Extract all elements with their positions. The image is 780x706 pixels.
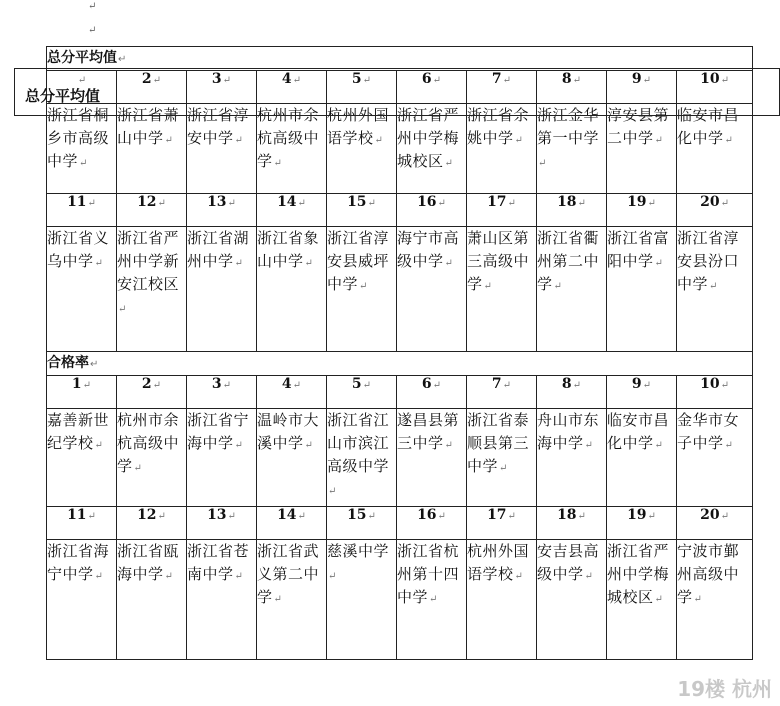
rank-number: 5 — [351, 376, 362, 392]
rank-number: 3 — [211, 71, 222, 87]
rank-number: 8 — [561, 376, 572, 392]
paragraph-mark: ↵ — [157, 198, 166, 209]
school-name: 浙江省淳安县威坪中学 — [327, 229, 390, 293]
school-name: 安吉县高级中学 — [537, 542, 600, 583]
rank-number-cell — [327, 376, 397, 409]
rank-number: 6 — [421, 376, 432, 392]
rank-number-cell — [47, 507, 117, 540]
school-name-cell — [397, 104, 467, 194]
school-name-cell — [257, 104, 327, 194]
rank-number-cell — [467, 194, 537, 227]
school-name: 浙江省武义第二中学 — [257, 542, 320, 606]
school-name-cell — [677, 409, 753, 507]
paragraph-mark: ↵ — [82, 380, 92, 391]
school-name-cell — [327, 104, 397, 194]
paragraph-mark: ↵ — [87, 511, 96, 522]
school-name-cell — [187, 540, 257, 660]
school-name-cell — [47, 540, 117, 660]
paragraph-mark: ↵ — [374, 135, 384, 146]
paragraph-mark: ↵ — [499, 463, 508, 474]
rank-number: 19 — [627, 507, 647, 523]
school-name: 浙江省宁海中学 — [187, 411, 250, 452]
paragraph-mark: ↵ — [234, 440, 244, 451]
paragraph-mark: ↵ — [362, 380, 372, 391]
paragraph-mark: ↵ — [584, 571, 594, 582]
rank-number-cell — [677, 507, 753, 540]
floating-header-row — [14, 68, 780, 116]
school-name: 浙江省瓯海中学 — [117, 542, 180, 583]
paragraph-mark: ↵ — [328, 486, 337, 497]
paragraph-mark: ↵ — [94, 571, 104, 582]
school-name-cell — [257, 540, 327, 660]
paragraph-mark: ↵ — [292, 75, 302, 86]
school-name-cell — [537, 409, 607, 507]
paragraph-mark: ↵ — [157, 511, 166, 522]
paragraph-mark: ↵ — [720, 75, 729, 86]
rank-number-cell — [327, 194, 397, 227]
school-name-cell — [117, 540, 187, 660]
school-name: 杭州市余杭高级中学 — [117, 411, 180, 475]
school-name: 淳安县第二中学 — [607, 106, 670, 147]
school-name-cell — [257, 227, 327, 352]
paragraph-mark: ↵ — [273, 158, 283, 169]
paragraph-mark: ↵ — [538, 158, 547, 169]
rank-number: 18 — [557, 507, 577, 523]
paragraph-mark: ↵ — [359, 281, 368, 292]
school-name-cell — [47, 227, 117, 352]
paragraph-mark: ↵ — [297, 511, 306, 522]
rank-number: 8 — [561, 71, 572, 87]
floating-header-label: 总分平均值 — [25, 87, 101, 105]
rank-number-cell — [117, 507, 187, 540]
paragraph-mark: ↵ — [572, 75, 582, 86]
paragraph-mark: ↵ — [118, 304, 127, 315]
paragraph-mark: ↵ — [292, 380, 302, 391]
rank-number: 12 — [137, 194, 157, 210]
rank-number: 15 — [347, 507, 367, 523]
school-name: 宁波市鄞州高级中学 — [677, 542, 740, 606]
paragraph-mark: ↵ — [222, 75, 232, 86]
rank-number: 15 — [347, 194, 367, 210]
paragraph-mark: ↵ — [227, 511, 236, 522]
school-name-cell — [607, 540, 677, 660]
school-name: 嘉善新世纪学校 — [47, 411, 110, 452]
rank-number: 18 — [557, 194, 577, 210]
paragraph-mark: ↵ — [222, 380, 232, 391]
school-name: 浙江省苍南中学 — [187, 542, 250, 583]
paragraph-mark: ↵ — [304, 440, 314, 451]
school-name-cell — [467, 227, 537, 352]
school-name-cell — [117, 227, 187, 352]
school-name-cell — [187, 227, 257, 352]
rank-number-cell — [607, 507, 677, 540]
rank-number-cell — [327, 507, 397, 540]
rank-number-cell — [677, 376, 753, 409]
rank-number: 5 — [351, 71, 362, 87]
paragraph-mark: ↵ — [720, 198, 729, 209]
rank-number: 7 — [491, 376, 502, 392]
school-name: 海宁市高级中学 — [397, 229, 460, 270]
school-name-cell — [467, 409, 537, 507]
school-name: 浙江省淳安县汾口中学 — [677, 229, 740, 293]
paragraph-mark: ↵ — [77, 75, 87, 86]
rank-number-cell — [117, 194, 187, 227]
paragraph-mark: ↵ — [437, 511, 446, 522]
school-name-cell — [397, 409, 467, 507]
school-name-cell — [537, 540, 607, 660]
paragraph-mark: ↵ — [328, 571, 337, 582]
rank-number: 14 — [277, 194, 297, 210]
rank-number-cell — [257, 507, 327, 540]
school-name: 浙江金华第一中学 — [537, 106, 600, 147]
school-name: 临安市昌化中学 — [677, 106, 740, 147]
rank-number-cell — [187, 194, 257, 227]
rank-number-cell — [117, 376, 187, 409]
paragraph-mark: ↵ — [514, 135, 524, 146]
paragraph-mark: ↵ — [152, 380, 162, 391]
paragraph-mark: ↵ — [429, 594, 438, 605]
paragraph-mark: ↵ — [234, 135, 244, 146]
paragraph-mark: ↵ — [577, 511, 586, 522]
paragraph-mark: ↵ — [444, 258, 454, 269]
school-name-cell — [397, 540, 467, 660]
paragraph-mark: ↵ — [94, 258, 104, 269]
school-name: 浙江省湖州中学 — [187, 229, 250, 270]
paragraph-mark: ↵ — [553, 281, 563, 292]
rank-number-cell — [187, 507, 257, 540]
paragraph-mark: ↵ — [79, 158, 88, 169]
rank-number: 6 — [421, 71, 432, 87]
school-name-cell — [117, 104, 187, 194]
school-name: 浙江省泰顺县第三中学 — [467, 411, 530, 475]
school-name-cell — [397, 227, 467, 352]
paragraph-mark: ↵ — [362, 75, 372, 86]
paragraph-mark: ↵ — [227, 198, 236, 209]
school-name: 杭州市余杭高级中学 — [257, 106, 320, 170]
paragraph-mark: ↵ — [642, 380, 652, 391]
school-name-cell — [257, 409, 327, 507]
school-name-cell — [677, 540, 753, 660]
rank-number: 16 — [417, 194, 437, 210]
paragraph-mark: ↵ — [693, 594, 703, 605]
rank-number: 4 — [281, 71, 292, 87]
rank-number: 10 — [700, 376, 720, 392]
school-name: 浙江省淳安中学 — [187, 106, 250, 147]
paragraph-mark: ↵ — [87, 198, 96, 209]
rank-number-cell — [607, 376, 677, 409]
paragraph-mark: ↵ — [642, 75, 652, 86]
paragraph-mark: ↵ — [514, 571, 524, 582]
paragraph-mark: ↵ — [654, 440, 664, 451]
paragraph-mark: ↵ — [647, 511, 656, 522]
paragraph-mark: ↵ — [273, 594, 283, 605]
rank-number: 11 — [67, 194, 87, 210]
paragraph-mark: ↵ — [437, 198, 446, 209]
rank-number-cell — [537, 507, 607, 540]
school-name: 浙江省义乌中学 — [47, 229, 110, 270]
paragraph-mark: ↵ — [432, 75, 442, 86]
paragraph-mark: ↵ — [432, 380, 442, 391]
paragraph-mark: ↵ — [304, 258, 314, 269]
paragraph-mark: ↵ — [483, 281, 493, 292]
school-name-cell — [327, 540, 397, 660]
school-name: 金华市女子中学 — [677, 411, 740, 452]
rank-number: 2 — [141, 376, 152, 392]
school-name: 浙江省余姚中学 — [467, 106, 530, 147]
rank-number: 11 — [67, 507, 87, 523]
rank-number: 20 — [700, 507, 720, 523]
rank-number-cell — [467, 507, 537, 540]
school-name-cell — [47, 409, 117, 507]
school-name: 杭州外国语学校 — [327, 106, 390, 147]
section-pass-rate — [47, 352, 753, 660]
paragraph-mark: ↵ — [507, 198, 516, 209]
rank-number-cell — [257, 376, 327, 409]
paragraph-mark: ↵ — [94, 440, 104, 451]
school-name-cell — [677, 227, 753, 352]
rank-number-cell — [47, 194, 117, 227]
school-name: 浙江省严州中学梅城校区 — [607, 542, 670, 606]
rank-number: 13 — [207, 194, 227, 210]
school-name: 浙江省海宁中学 — [47, 542, 110, 583]
paragraph-mark: ↵ — [654, 135, 664, 146]
paragraph-mark: ↵ — [152, 75, 162, 86]
paragraph-mark: ↵ — [647, 198, 656, 209]
paragraph-mark: ↵ — [88, 25, 97, 36]
rank-number: 9 — [631, 71, 642, 87]
rank-number-cell — [607, 194, 677, 227]
paragraph-mark: ↵ — [654, 594, 664, 605]
rank-number-cell — [47, 376, 117, 409]
school-name: 浙江省桐乡市高级中学 — [47, 106, 110, 170]
rank-number-cell — [397, 376, 467, 409]
school-name: 浙江省富阳中学 — [607, 229, 670, 270]
school-name-cell — [537, 227, 607, 352]
school-name-cell — [467, 540, 537, 660]
school-name-cell — [537, 104, 607, 194]
paragraph-mark: ↵ — [367, 198, 376, 209]
school-name-cell — [327, 227, 397, 352]
rank-number-cell — [397, 507, 467, 540]
paragraph-mark: ↵ — [720, 511, 729, 522]
rank-number: 17 — [487, 507, 507, 523]
paragraph-mark: ↵ — [444, 158, 454, 169]
rank-number-cell — [187, 376, 257, 409]
school-name: 浙江省衢州第二中学 — [537, 229, 600, 293]
paragraph-mark: ↵ — [164, 135, 174, 146]
paragraph-mark: ↵ — [654, 258, 664, 269]
school-name-cell — [117, 409, 187, 507]
rank-number: 7 — [491, 71, 502, 87]
school-name-cell — [327, 409, 397, 507]
school-name-cell — [187, 104, 257, 194]
school-name: 慈溪中学 — [327, 542, 390, 560]
rank-number: 4 — [281, 376, 292, 392]
paragraph-mark: ↵ — [88, 1, 97, 12]
section-title: 总分平均值↵ — [47, 47, 753, 71]
rank-number-cell — [677, 194, 753, 227]
rank-number: 19 — [627, 194, 647, 210]
school-name-cell — [47, 104, 117, 194]
rank-number: 20 — [700, 194, 720, 210]
school-name: 温岭市大溪中学 — [257, 411, 320, 452]
section-title: 合格率↵ — [47, 352, 753, 376]
school-name-cell — [607, 409, 677, 507]
paragraph-mark: ↵ — [444, 440, 454, 451]
school-name-cell — [607, 227, 677, 352]
school-name-cell — [677, 104, 753, 194]
school-name-cell — [467, 104, 537, 194]
paragraph-mark: ↵ — [367, 511, 376, 522]
rank-number: 9 — [631, 376, 642, 392]
paragraph-mark: ↵ — [133, 463, 143, 474]
rank-number: 14 — [277, 507, 297, 523]
paragraph-mark: ↵ — [584, 440, 594, 451]
rank-number: 10 — [700, 71, 720, 87]
ranking-table — [46, 46, 753, 660]
rank-number: 13 — [207, 507, 227, 523]
watermark-logo: 19楼 杭州 — [677, 677, 772, 701]
paragraph-mark: ↵ — [709, 281, 718, 292]
school-name: 临安市昌化中学 — [607, 411, 670, 452]
school-name: 浙江省江山市滨江高级中学 — [327, 411, 390, 475]
rank-number: 17 — [487, 194, 507, 210]
school-name: 浙江省严州中学梅城校区 — [397, 106, 460, 170]
paragraph-mark: ↵ — [724, 135, 734, 146]
rank-number-cell — [537, 194, 607, 227]
paragraph-mark: ↵ — [502, 75, 512, 86]
school-name: 浙江省严州中学新安江校区 — [117, 229, 180, 293]
school-name: 浙江省象山中学 — [257, 229, 320, 270]
paragraph-mark: ↵ — [234, 571, 244, 582]
paragraph-mark: ↵ — [507, 511, 516, 522]
paragraph-mark: ↵ — [572, 380, 582, 391]
rank-number: 3 — [211, 376, 222, 392]
rank-number: 2 — [141, 71, 152, 87]
paragraph-mark: ↵ — [164, 571, 174, 582]
paragraph-mark: ↵ — [234, 258, 244, 269]
paragraph-mark: ↵ — [502, 380, 512, 391]
paragraph-mark: ↵ — [724, 440, 734, 451]
school-name: 萧山区第三高级中学 — [467, 229, 530, 293]
rank-number-cell — [257, 194, 327, 227]
paragraph-mark: ↵ — [297, 198, 306, 209]
rank-number-cell — [467, 376, 537, 409]
rank-number-cell — [397, 194, 467, 227]
school-name-cell — [607, 104, 677, 194]
rank-number-cell — [537, 376, 607, 409]
school-name: 舟山市东海中学 — [537, 411, 600, 452]
paragraph-mark: ↵ — [720, 380, 729, 391]
rank-number: 16 — [417, 507, 437, 523]
rank-number: 1 — [71, 376, 82, 392]
school-name: 浙江省萧山中学 — [117, 106, 180, 147]
school-name-cell — [187, 409, 257, 507]
paragraph-mark: ↵ — [577, 198, 586, 209]
school-name: 遂昌县第三中学 — [397, 411, 460, 452]
school-name: 杭州外国语学校 — [467, 542, 530, 583]
rank-number: 12 — [137, 507, 157, 523]
school-name: 浙江省杭州第十四中学 — [397, 542, 460, 606]
